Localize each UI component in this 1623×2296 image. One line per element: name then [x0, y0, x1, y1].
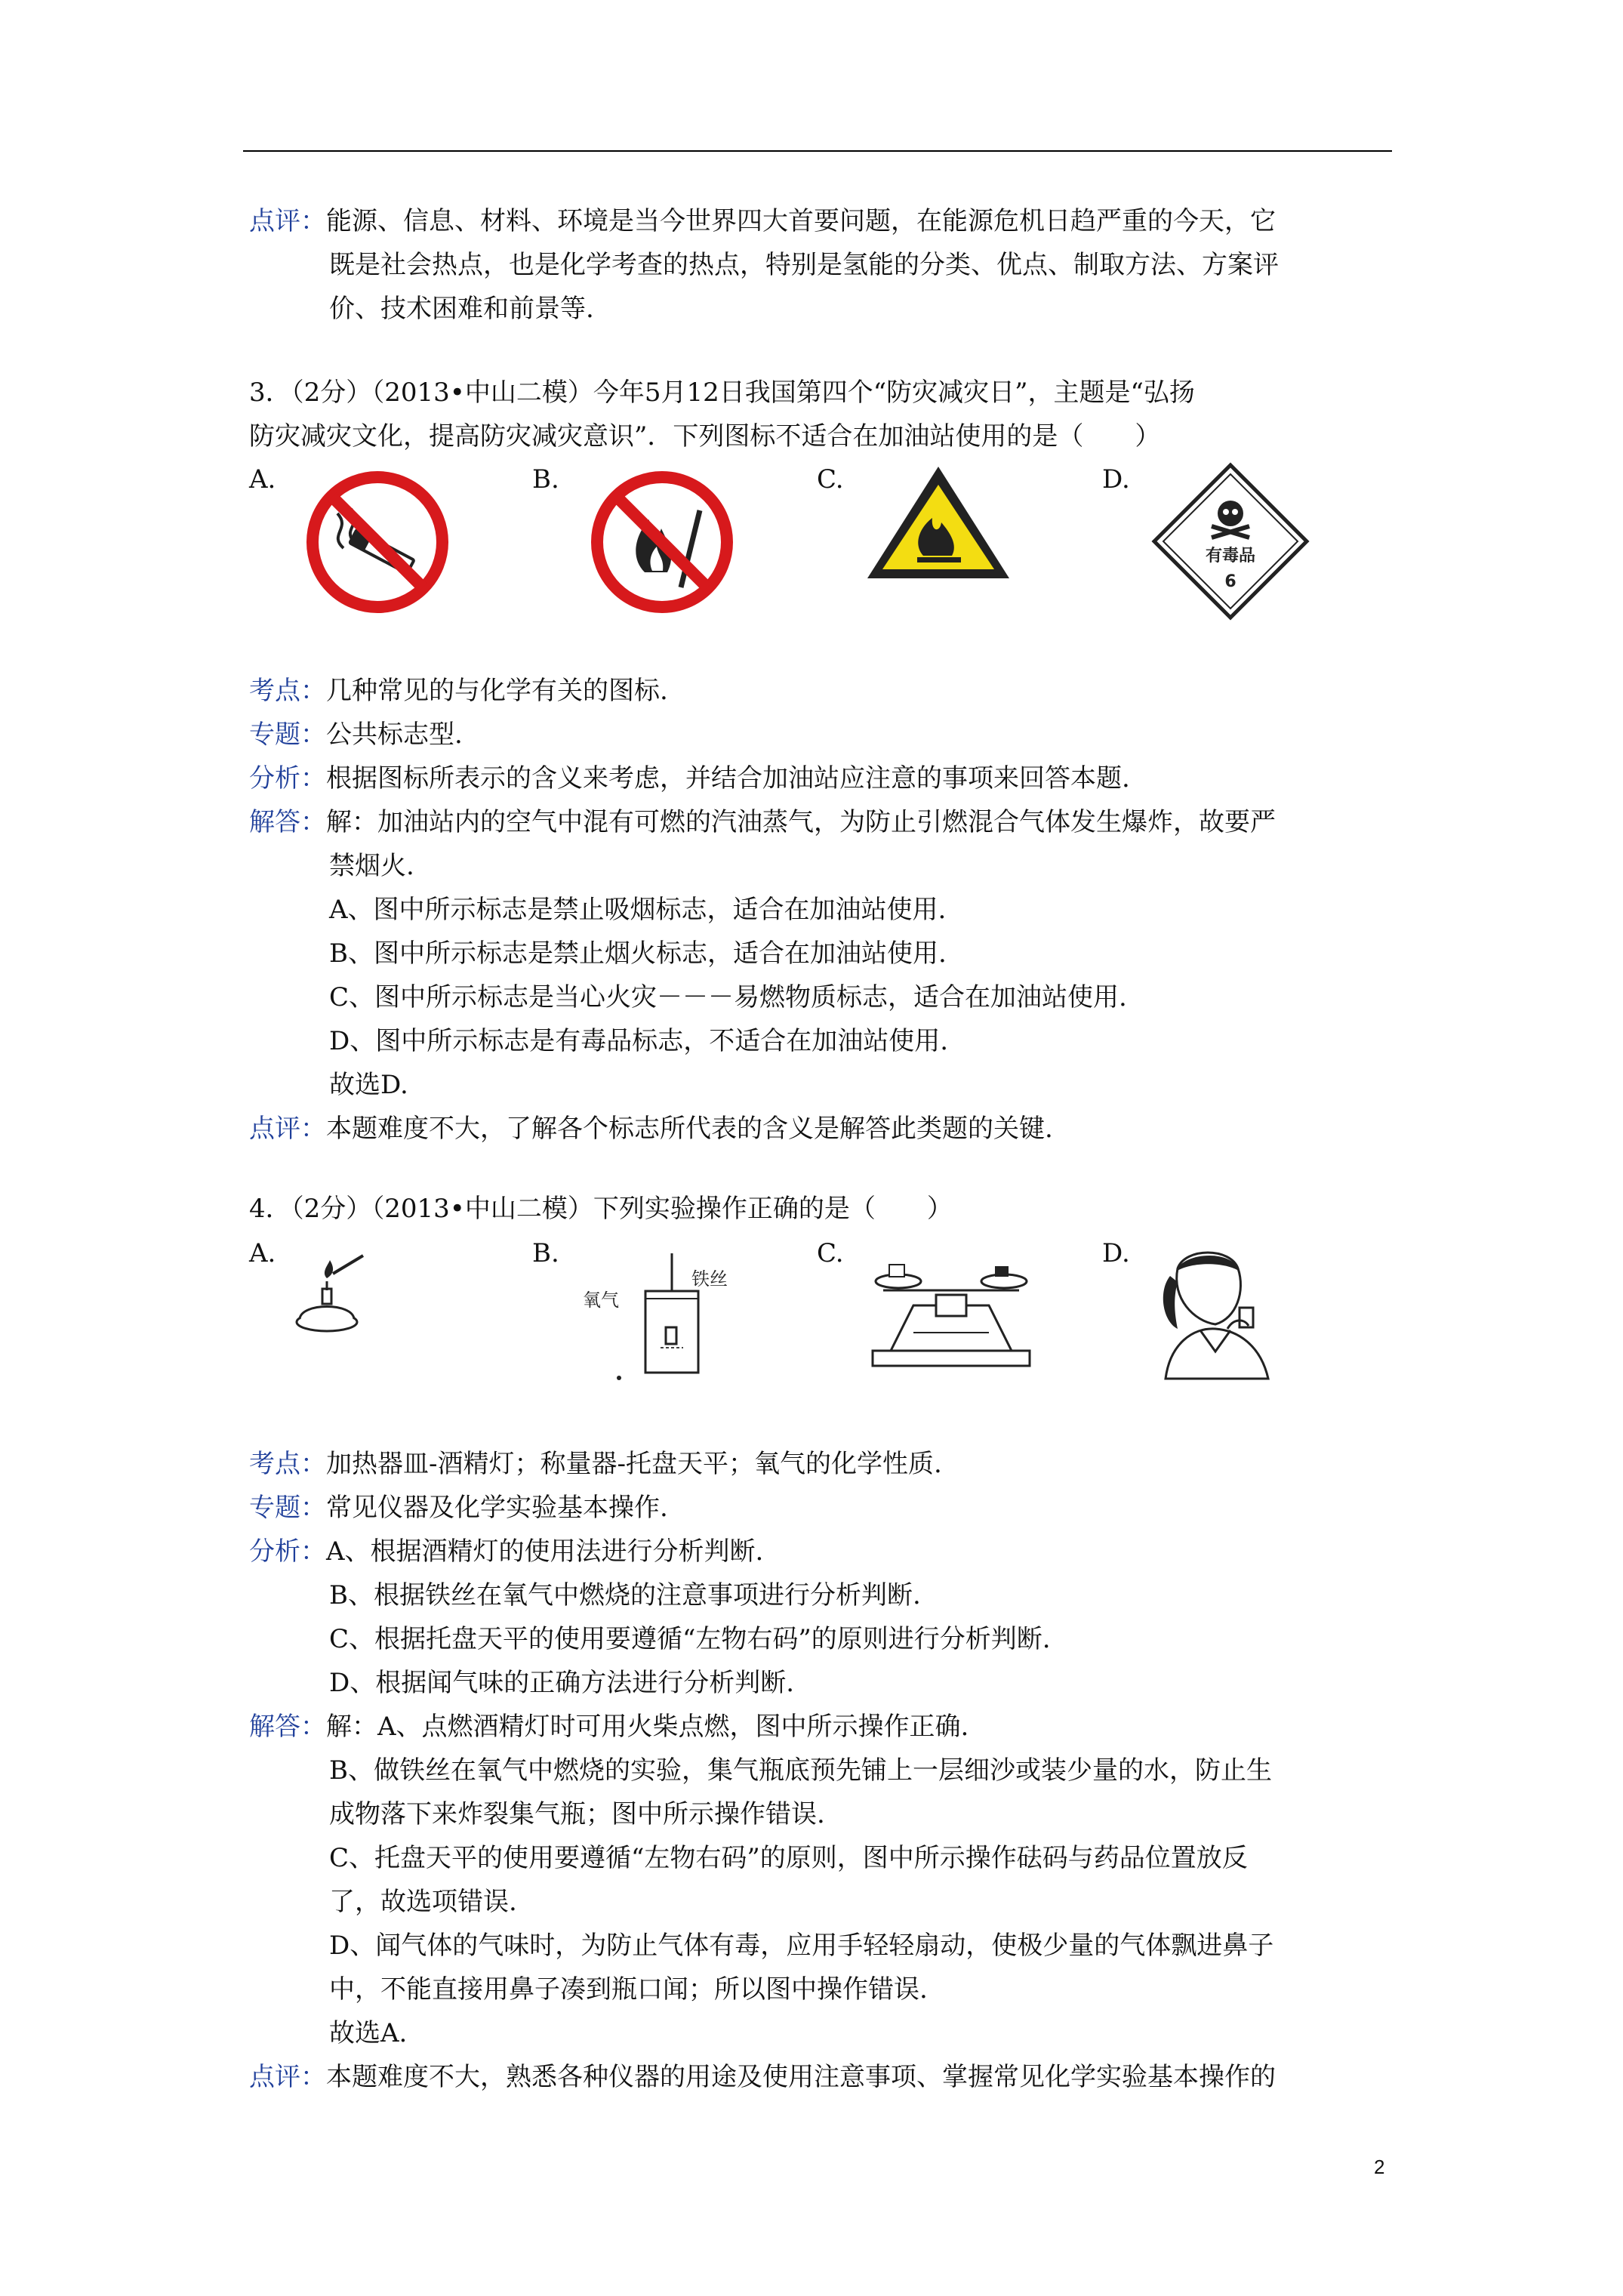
text-line: 分析：A、根据酒精灯的使用法进行分析判断.	[249, 1536, 764, 1567]
text-line: 解答：解：A、点燃酒精灯时可用火柴点燃，图中所示操作正确.	[249, 1712, 969, 1742]
text-line: 中，不能直接用鼻子凑到瓶口闻；所以图中操作错误.	[329, 1974, 928, 2005]
oxygen-label: 氧气	[583, 1290, 619, 1311]
label-dianping: 点评：	[249, 2062, 326, 2092]
text-line: D、图中所示标志是有毒品标志，不适合在加油站使用.	[329, 1026, 949, 1056]
toxic-sign-text: 有毒品	[1205, 547, 1256, 566]
text-line: 防灾减灾文化，提高防灾减灾意识”．下列图标不适合在加油站使用的是（ ）	[249, 421, 1161, 451]
label-zhuanti: 专题：	[249, 720, 326, 750]
no-fire-sign-icon	[583, 467, 741, 618]
label-dianping: 点评：	[249, 206, 326, 236]
text-line: 故选D.	[329, 1070, 408, 1100]
text-line: B、图中所示标志是禁止烟火标志，适合在加油站使用.	[329, 938, 947, 969]
label-kaodian: 考点：	[249, 676, 326, 706]
flammable-warning-sign-icon	[863, 462, 1014, 583]
alcohol-lamp-icon	[291, 1250, 374, 1340]
question-3-analysis	[249, 669, 1393, 1151]
label-jieda: 解答：	[249, 807, 326, 837]
question-4-analysis	[249, 1442, 1393, 2099]
text-line: 4．（2分）（2013•中山二模）下列实验操作正确的是（ ）	[249, 1194, 953, 1224]
option-label-b: B.	[532, 1238, 559, 1268]
iron-wire-label: 铁丝	[691, 1268, 728, 1290]
text-line: 故选A.	[329, 2018, 408, 2048]
label-dianping: 点评：	[249, 1114, 326, 1144]
label-fenxi: 分析：	[249, 763, 326, 794]
text-line: D、闻气体的气味时，为防止气体有毒，应用手轻轻扇动，使极少量的气体飘进鼻子	[329, 1931, 1274, 1961]
text-line: 点评：能源、信息、材料、环境是当今世界四大首要问题，在能源危机日趋严重的今天，它	[249, 206, 1276, 236]
toxic-sign-icon	[1151, 462, 1310, 621]
text-line: 价、技术困难和前景等.	[329, 294, 594, 324]
text-line: 点评：本题难度不大，熟悉各种仪器的用途及使用注意事项、掌握常见化学实验基本操作的	[249, 2062, 1276, 2092]
text-line: 3．（2分）（2013•中山二模）今年5月12日我国第四个“防灾减灾日”，主题是“弘扬	[249, 378, 1195, 408]
option-label-b: B.	[532, 464, 559, 495]
text-line: B、根据铁丝在氧气中燃烧的注意事项进行分析判断.	[329, 1580, 921, 1610]
option-label-a: A.	[249, 464, 276, 495]
text-line: 解答：解：加油站内的空气中混有可燃的汽油蒸气，为防止引燃混合气体发生爆炸，故要严	[249, 807, 1276, 837]
text-line: 考点：几种常见的与化学有关的图标.	[249, 676, 668, 706]
review-block-q2	[249, 199, 1393, 331]
text-line: A、图中所示标志是禁止吸烟标志，适合在加油站使用.	[329, 895, 947, 925]
question-3-stem	[249, 371, 1393, 458]
option-label-d: D.	[1102, 1238, 1130, 1268]
smelling-gas-person-icon	[1155, 1246, 1283, 1382]
text-line: D、根据闻气味的正确方法进行分析判断.	[329, 1668, 795, 1698]
tray-balance-icon	[868, 1257, 1034, 1370]
option-label-d: D.	[1102, 464, 1130, 495]
text-line: 成物落下来炸裂集气瓶；图中所示操作错误.	[329, 1799, 825, 1829]
label-kaodian: 考点：	[249, 1449, 326, 1479]
text-line: 分析：根据图标所表示的含义来考虑，并结合加油站应注意的事项来回答本题.	[249, 763, 1130, 794]
text-line: C、图中所示标志是当心火灾－－－易燃物质标志，适合在加油站使用.	[329, 982, 1127, 1012]
text-line: 专题：公共标志型.	[249, 720, 463, 750]
text-line: 禁烟火.	[329, 851, 414, 881]
text-line: 点评：本题难度不大，了解各个标志所代表的含义是解答此类题的关键.	[249, 1114, 1053, 1144]
label-jieda: 解答：	[249, 1712, 326, 1742]
question-4-stem	[249, 1187, 1393, 1231]
option-label-a: A.	[249, 1238, 276, 1268]
no-smoking-sign-icon	[298, 467, 457, 618]
text-line: C、托盘天平的使用要遵循“左物右码”的原则，图中所示操作砝码与药品位置放反	[329, 1843, 1248, 1873]
text-line: 专题：常见仪器及化学实验基本操作.	[249, 1493, 668, 1523]
iron-wire-oxygen-icon	[581, 1246, 755, 1382]
option-label-c: C.	[817, 1238, 844, 1268]
label-zhuanti: 专题：	[249, 1493, 326, 1523]
text-line: C、根据托盘天平的使用要遵循“左物右码”的原则进行分析判断.	[329, 1624, 1051, 1654]
text-line: 既是社会热点，也是化学考查的热点，特别是氢能的分类、优点、制取方法、方案评	[329, 250, 1279, 280]
text-line: B、做铁丝在氧气中燃烧的实验，集气瓶底预先铺上一层细沙或装少量的水，防止生	[329, 1755, 1272, 1786]
text-line: 考点：加热器皿-酒精灯；称量器-托盘天平；氧气的化学性质.	[249, 1449, 942, 1479]
header-rule	[243, 150, 1392, 152]
label-fenxi: 分析：	[249, 1536, 326, 1567]
text-line: 了，故选项错误.	[329, 1887, 517, 1917]
option-label-c: C.	[817, 464, 844, 495]
page-number: 2	[1374, 2156, 1385, 2178]
toxic-sign-number: 6	[1224, 572, 1236, 591]
